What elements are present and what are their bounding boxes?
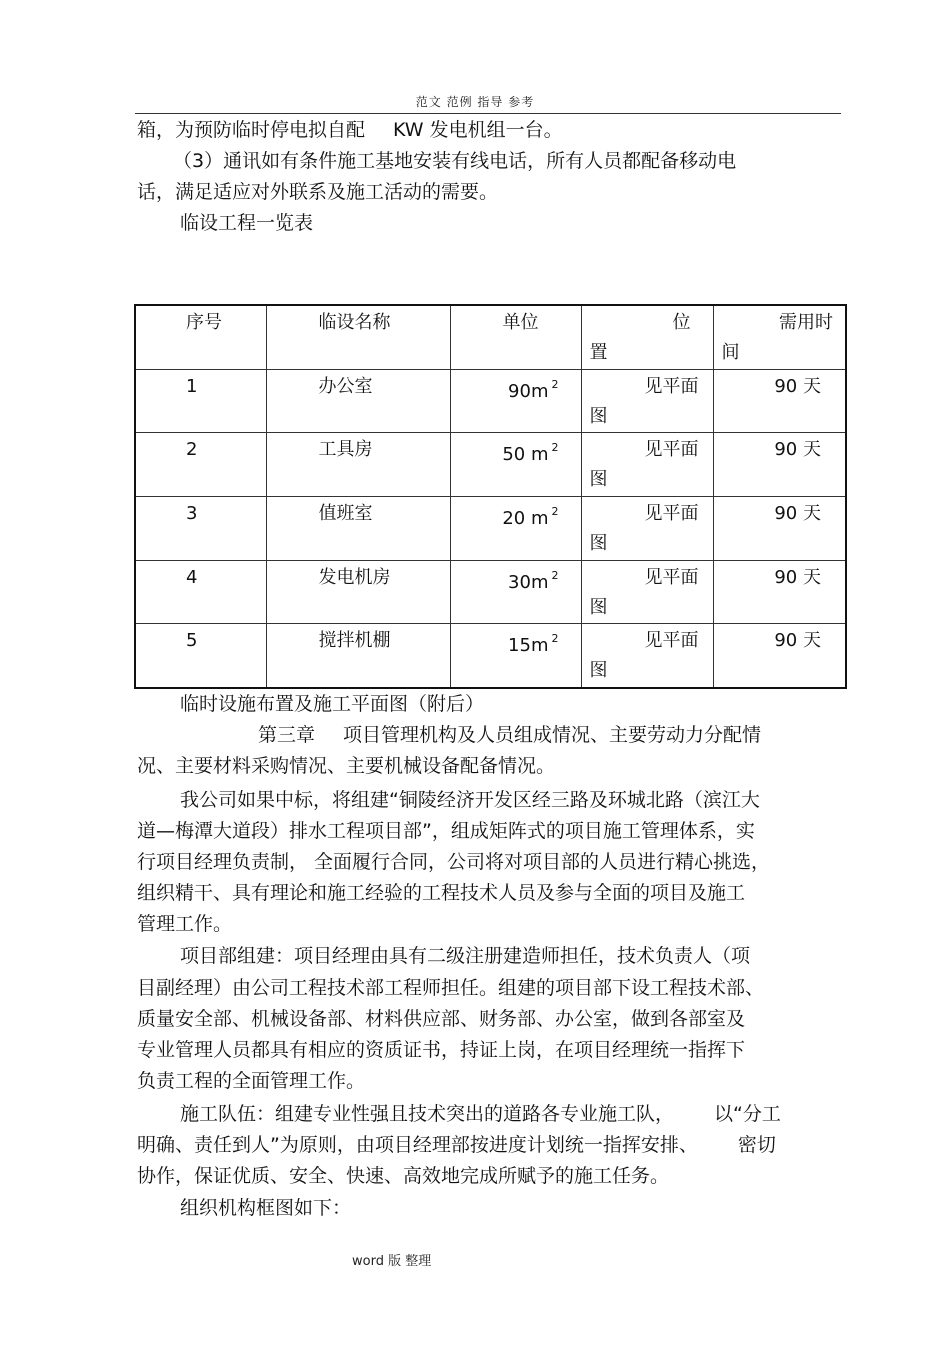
header-name: 临设名称 [266, 305, 450, 369]
paragraph-line: 质量安全部、机械设备部、材料供应部、财务部、办公室，做到各部室及 [137, 1008, 746, 1030]
cell-days: 90 天 [713, 624, 846, 688]
cell-seq: 2 [135, 433, 266, 497]
paragraph-line: 协作，保证优质、安全、快速、高效地完成所赋予的施工任务。 [137, 1165, 670, 1187]
cell-seq: 4 [135, 560, 266, 624]
paragraph-line [180, 1102, 781, 1126]
cell-unit [450, 560, 581, 624]
cell-position [581, 433, 713, 497]
table-header-row [135, 305, 846, 369]
page-header: 范文 范例 指导 参考 [415, 95, 535, 109]
paragraph-line: 我公司如果中标，将组建“铜陵经济开发区经三路及环城北路（滨江大 [180, 789, 760, 811]
cell-position [581, 369, 713, 433]
cell-position [581, 496, 713, 560]
cell-position [581, 560, 713, 624]
position-l1: 见平面 [644, 375, 699, 397]
paragraph-line: 话，满足适应对外联系及施工活动的需要。 [137, 181, 499, 203]
position-l2: 图 [589, 596, 608, 618]
paragraph-line: 目副经理）由公司工程技术部工程师担任。组建的项目部下设工程技术部、 [137, 977, 765, 999]
text-segment: 发电机组一台。 [429, 119, 563, 141]
position-l2: 图 [589, 660, 608, 682]
cell-unit [450, 369, 581, 433]
cell-unit [450, 624, 581, 688]
unit-superscript: 2 [551, 632, 559, 646]
cell-days: 90 天 [713, 560, 846, 624]
paragraph-line: 组织精干、具有理论和施工经验的工程技术人员及参与全面的项目及施工 [137, 882, 746, 904]
paragraph-line: 行项目经理负责制， 全面履行合同，公司将对项目部的人员进行精心挑选， [137, 851, 771, 873]
header-time-l1: 需用时 [779, 312, 833, 333]
text-segment: 以“分工 [714, 1103, 781, 1125]
table-row [135, 433, 846, 497]
cell-name: 办公室 [266, 369, 450, 433]
paragraph-line: 临时设施布置及施工平面图（附后） [180, 693, 485, 715]
unit-value: 50 m [502, 444, 549, 466]
cell-name: 搅拌机棚 [266, 624, 450, 688]
header-position [581, 305, 713, 369]
paragraph-line [137, 118, 563, 142]
unit-value: 30m [508, 571, 549, 593]
cell-days: 90 天 [713, 496, 846, 560]
paragraph-line: 道—梅潭大道段）排水工程项目部”，组成矩阵式的项目施工管理体系，实 [137, 820, 755, 842]
facility-table [134, 304, 847, 689]
text-segment: 明确、责任到人”为原则，由项目经理部按进度计划统一指挥安排、 [137, 1134, 698, 1156]
cell-seq: 5 [135, 624, 266, 688]
position-l2: 图 [589, 532, 608, 554]
paragraph-line: 项目部组建：项目经理由具有二级注册建造师担任，技术负责人（项 [180, 945, 751, 967]
table-caption: 临设工程一览表 [180, 212, 314, 234]
cell-unit [450, 496, 581, 560]
unit-superscript: 2 [551, 377, 559, 391]
cell-position [581, 624, 713, 688]
unit-value: 20 m [502, 507, 549, 529]
text-segment: 施工队伍：组建专业性强且技术突出的道路各专业施工队， [180, 1103, 675, 1125]
header-position-l2: 置 [589, 342, 608, 363]
cell-name: 发电机房 [266, 560, 450, 624]
header-time-l2: 间 [721, 342, 740, 363]
chapter-heading-cont: 况、主要材料采购情况、主要机械设备配备情况。 [137, 755, 556, 777]
position-l1: 见平面 [644, 630, 699, 652]
unit-value: 90m [508, 380, 549, 402]
table-row [135, 369, 846, 433]
paragraph-line [137, 1133, 776, 1157]
position-l2: 图 [589, 405, 608, 427]
text-segment: KW [393, 119, 424, 141]
org-chart-caption: 组织机构框图如下： [180, 1197, 352, 1219]
chapter-heading [258, 723, 761, 747]
position-l1: 见平面 [644, 502, 699, 524]
unit-superscript: 2 [551, 504, 559, 518]
text-segment: 密切 [737, 1134, 776, 1156]
header-time [713, 305, 846, 369]
table-row [135, 624, 846, 688]
unit-superscript: 2 [551, 441, 559, 455]
table-row [135, 560, 846, 624]
page-footer: word 版 整理 [352, 1254, 432, 1269]
cell-days: 90 天 [713, 369, 846, 433]
header-position-l1: 位 [672, 312, 691, 333]
cell-unit [450, 433, 581, 497]
cell-name: 工具房 [266, 433, 450, 497]
cell-seq: 3 [135, 496, 266, 560]
position-l1: 见平面 [644, 439, 699, 461]
header-unit: 单位 [450, 305, 581, 369]
cell-name: 值班室 [266, 496, 450, 560]
position-l2: 图 [589, 469, 608, 491]
unit-superscript: 2 [551, 568, 559, 582]
cell-days: 90 天 [713, 433, 846, 497]
position-l1: 见平面 [644, 566, 699, 588]
paragraph-line: （3）通讯如有条件施工基地安装有线电话，所有人员都配备移动电 [173, 150, 737, 172]
paragraph-line: 专业管理人员都具有相应的资质证书，持证上岗，在项目经理统一指挥下 [137, 1039, 746, 1061]
text-segment: 箱，为预防临时停电拟自配 [137, 119, 366, 141]
header-divider [135, 113, 841, 114]
paragraph-line: 负责工程的全面管理工作。 [137, 1070, 366, 1092]
paragraph-line: 管理工作。 [137, 913, 233, 935]
chapter-number: 第三章 [258, 724, 316, 746]
cell-seq: 1 [135, 369, 266, 433]
table-row [135, 496, 846, 560]
header-seq: 序号 [135, 305, 266, 369]
unit-value: 15m [508, 635, 549, 657]
chapter-title: 项目管理机构及人员组成情况、主要劳动力分配情 [343, 724, 762, 746]
